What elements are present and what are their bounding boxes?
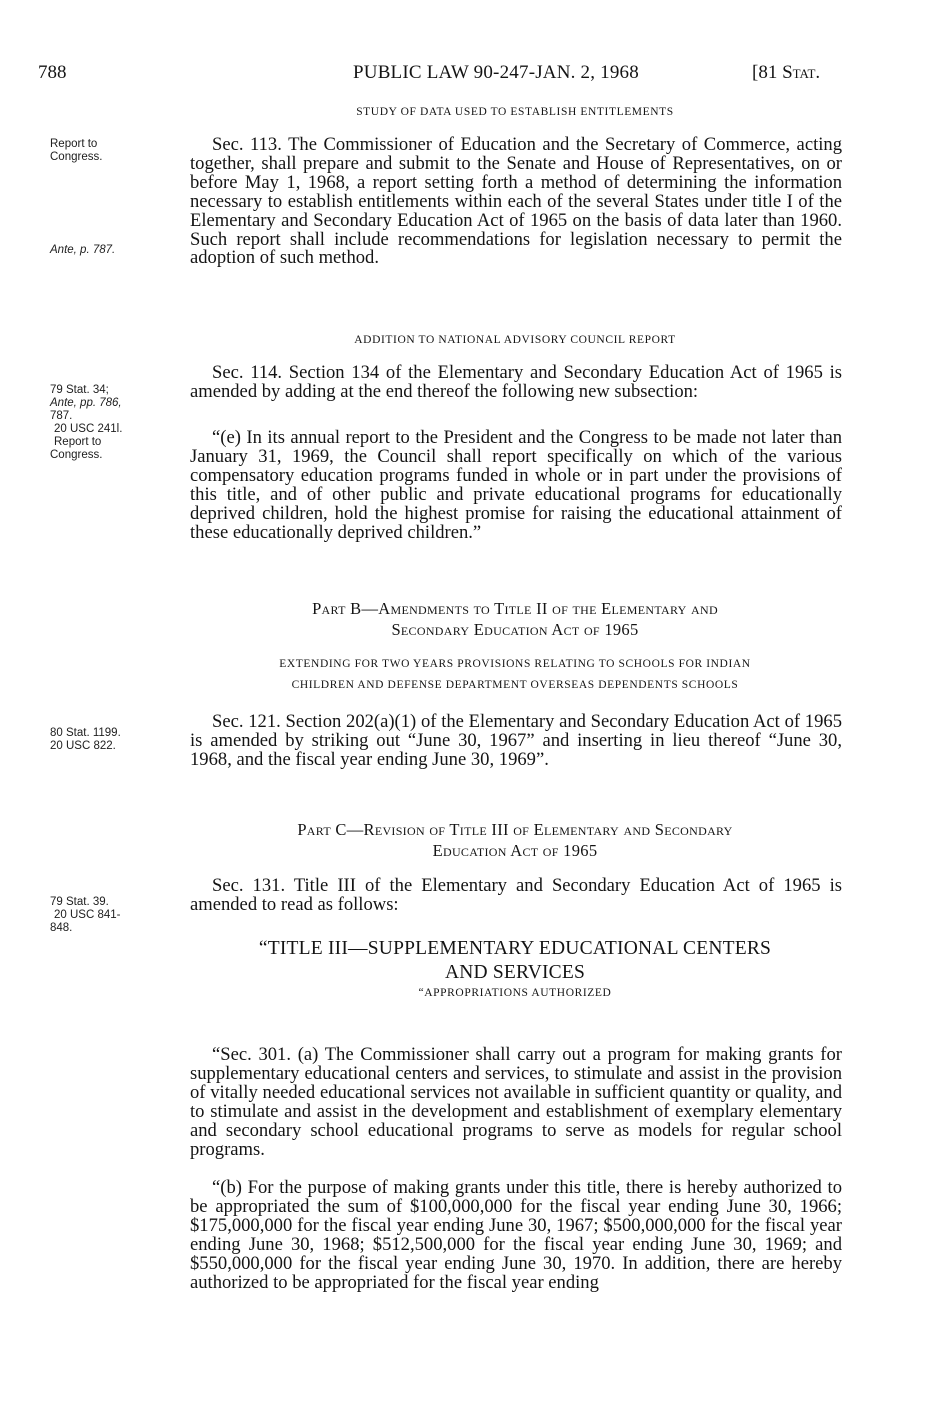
- appropriations-subheading: “APPROPRIATIONS AUTHORIZED: [418, 987, 612, 999]
- part-c-heading-line2: Education Act of 1965: [432, 841, 598, 860]
- statute-reference: [81 Stat.: [752, 62, 821, 83]
- section-114-heading: ADDITION TO NATIONAL ADVISORY COUNCIL REPORT: [354, 334, 676, 346]
- section-301b-text: “(b) For the purpose of making grants under this title, there is hereby authorized to be appropriated the sum of $100,000,000 for the fiscal year ending June 30, 1966; $175,000,000 for the fiscal year ending June 30, 1967; $500,000,000 for the fiscal year ending June 30, 1968; $512,500,000 for the fiscal year ending June 30, 1969; and $550,000,000 for the fiscal year ending June 30, 1970. In addition, there are hereby authorized to be appropriated for the fiscal year ending: [190, 1177, 842, 1293]
- part-b-heading-line1: Part B—Amendments to Title II of the Elementary and: [312, 599, 718, 618]
- margin-note-stat-1199: 80 Stat. 1199. 20 USC 822.: [50, 727, 121, 752]
- section-121-heading-line2: CHILDREN AND DEFENSE DEPARTMENT OVERSEAS DEPENDENTS SCHOOLS: [291, 679, 739, 691]
- margin-note-citation: 79 Stat. 34; Ante, pp. 786, 787. 20 USC 241l. Report to Congress.: [50, 384, 123, 461]
- section-121-text: Sec. 121. Section 202(a)(1) of the Elementary and Secondary Education Act of 1965 is amended by striking out “June 30, 1967” and inserting in lieu thereof “June 30, 1968, and the fiscal year ending June 30, 1969”.: [190, 711, 842, 770]
- running-title: PUBLIC LAW 90-247-JAN. 2, 1968: [353, 62, 639, 83]
- margin-note-stat-39: 79 Stat. 39. 20 USC 841- 848.: [50, 896, 121, 934]
- section-113-heading: STUDY OF DATA USED TO ESTABLISH ENTITLEMENTS: [356, 106, 674, 118]
- section-121-heading-line1: EXTENDING FOR TWO YEARS PROVISIONS RELATING TO SCHOOLS FOR INDIAN: [279, 658, 751, 670]
- part-b-heading-line2: Secondary Education Act of 1965: [391, 620, 639, 639]
- section-113-text: Sec. 113. The Commissioner of Education and the Secretary of Commerce, acting together, shall prepare and submit to the Senate and House of Representatives, on or before May 1, 1968, a report setting forth a method of determining the information necessary to establish entitlements within each of the several States under title I of the Elementary and Secondary Education Act of 1965 on the basis of data later than 1960. Such report shall include recommendations for legislation necessary to permit the adoption of such method.: [190, 134, 842, 269]
- section-301a-text: “Sec. 301. (a) The Commissioner shall carry out a program for making grants for supplementary educational centers and services, to stimulate and assist in the provision of vitally needed educational services not available in sufficient quantity or quality, and to stimulate and assist in the development and establishment of exemplary elementary and secondary school educational programs to serve as models for regular school programs.: [190, 1044, 842, 1160]
- section-131-text: Sec. 131. Title III of the Elementary and Secondary Education Act of 1965 is amended to read as follows:: [190, 875, 842, 915]
- page-number: 788: [38, 62, 67, 83]
- part-c-heading-line1: Part C—Revision of Title III of Elementary and Secondary: [297, 820, 733, 839]
- title-iii-heading-line1: “TITLE III—SUPPLEMENTARY EDUCATIONAL CENTERS: [258, 938, 772, 959]
- section-114-text: Sec. 114. Section 134 of the Elementary and Secondary Education Act of 1965 is amended by adding at the end thereof the following new subsection:: [190, 362, 842, 402]
- margin-note-ante: Ante, p. 787.: [50, 244, 116, 256]
- margin-note-report: Report to Congress.: [50, 138, 103, 163]
- subsection-e-text: “(e) In its annual report to the President and the Congress to be made not later than January 31, 1969, the Council shall report specifically on which of the various compensatory education programs funded in whole or in part under the provisions of this title, and of other public and private educational programs for educationally deprived children, hold the highest promise for raising the educational attainment of these educationally deprived children.”: [190, 427, 842, 543]
- title-iii-heading-line2: AND SERVICES: [444, 962, 586, 983]
